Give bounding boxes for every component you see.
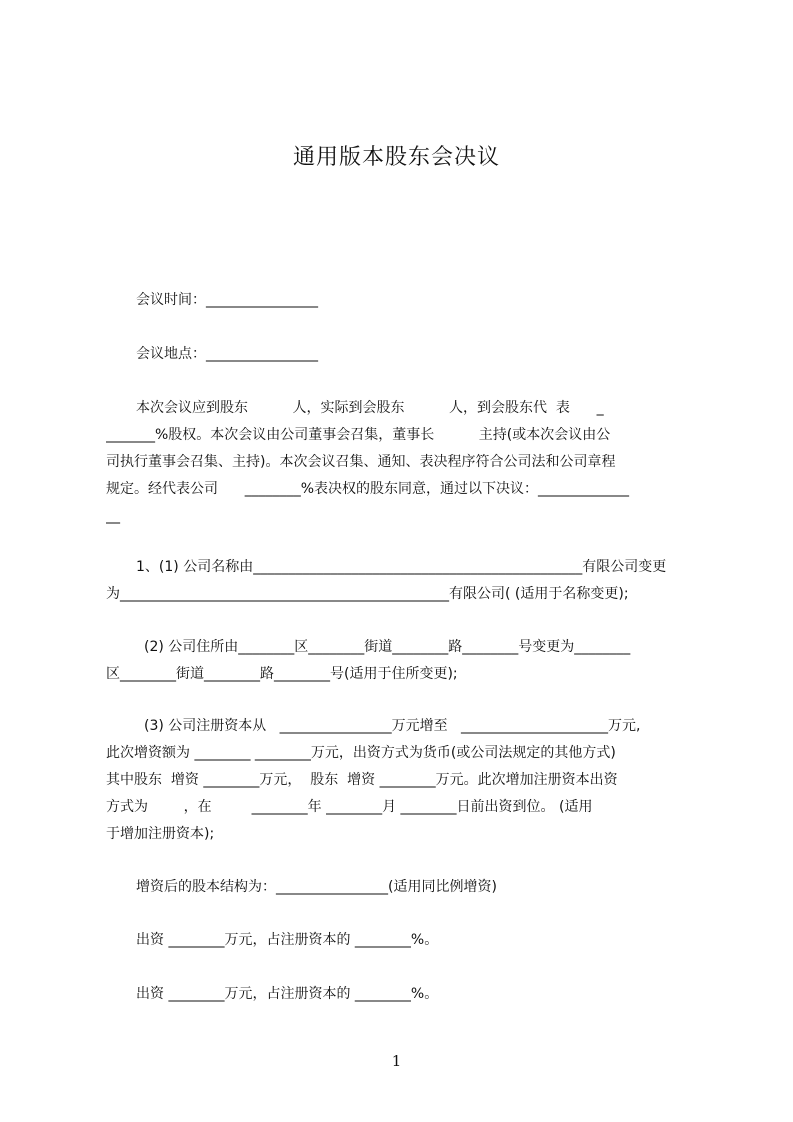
intro-line-3: 司执行董事会召集、主持)。本次会议召集、通知、表决程序符合公司法和公司章程 (106, 454, 616, 470)
equity-structure: 增资后的股本结构为：________________(适用同比例增资) (136, 879, 497, 895)
item2-line-2: 区________街道________路________号(适用于住所变更); (106, 666, 458, 682)
item3-line-5: 于增加注册资本); (106, 826, 215, 842)
item3-line-3: 其中股东 增资 ________万元， 股东 增资 ________万元。此次增加注册资本出资 (106, 772, 618, 788)
item2-line-1: (2) 公司住所由________区________街道________路________号变更为________ (144, 639, 631, 655)
page-number: 1 (391, 1052, 402, 1070)
item3-line-2: 此次增资额为 ________ ________万元，出资方式为货币(或公司法规定的其他方式) (106, 745, 616, 761)
intro-line-5: __ (106, 508, 120, 524)
document-title: 通用版本股东会决议 (292, 145, 500, 170)
intro-line-2: _______%股权。本次会议由公司董事会召集，董事长 主持(或本次会议由公 (106, 427, 611, 443)
item3-line-4: 方式为 ，在 ________年 ________月 ________日前出资到位。 (适用 (106, 799, 593, 815)
meeting-time: 会议时间：________________ (136, 292, 318, 308)
item1-line-2: 为_______________________________________________有限公司( (适用于名称变更); (106, 586, 629, 602)
intro-line-4: 规定。经代表公司 ________%表决权的股东同意，通过以下决议：_____________ (106, 481, 630, 497)
item3-line-1: (3) 公司注册资本从 ________________万元增至 _____________________万元, (144, 718, 641, 734)
meeting-place: 会议地点：________________ (136, 346, 318, 362)
intro-line-1: 本次会议应到股东 人，实际到会股东 人，到会股东代 表 _ (136, 400, 604, 416)
contribution-2: 出资 ________万元，占注册资本的 ________%。 (136, 986, 439, 1002)
contribution-1: 出资 ________万元，占注册资本的 ________%。 (136, 932, 439, 948)
item1-line-1: 1、(1) 公司名称由_______________________________________________有限公司变更 (136, 559, 667, 575)
